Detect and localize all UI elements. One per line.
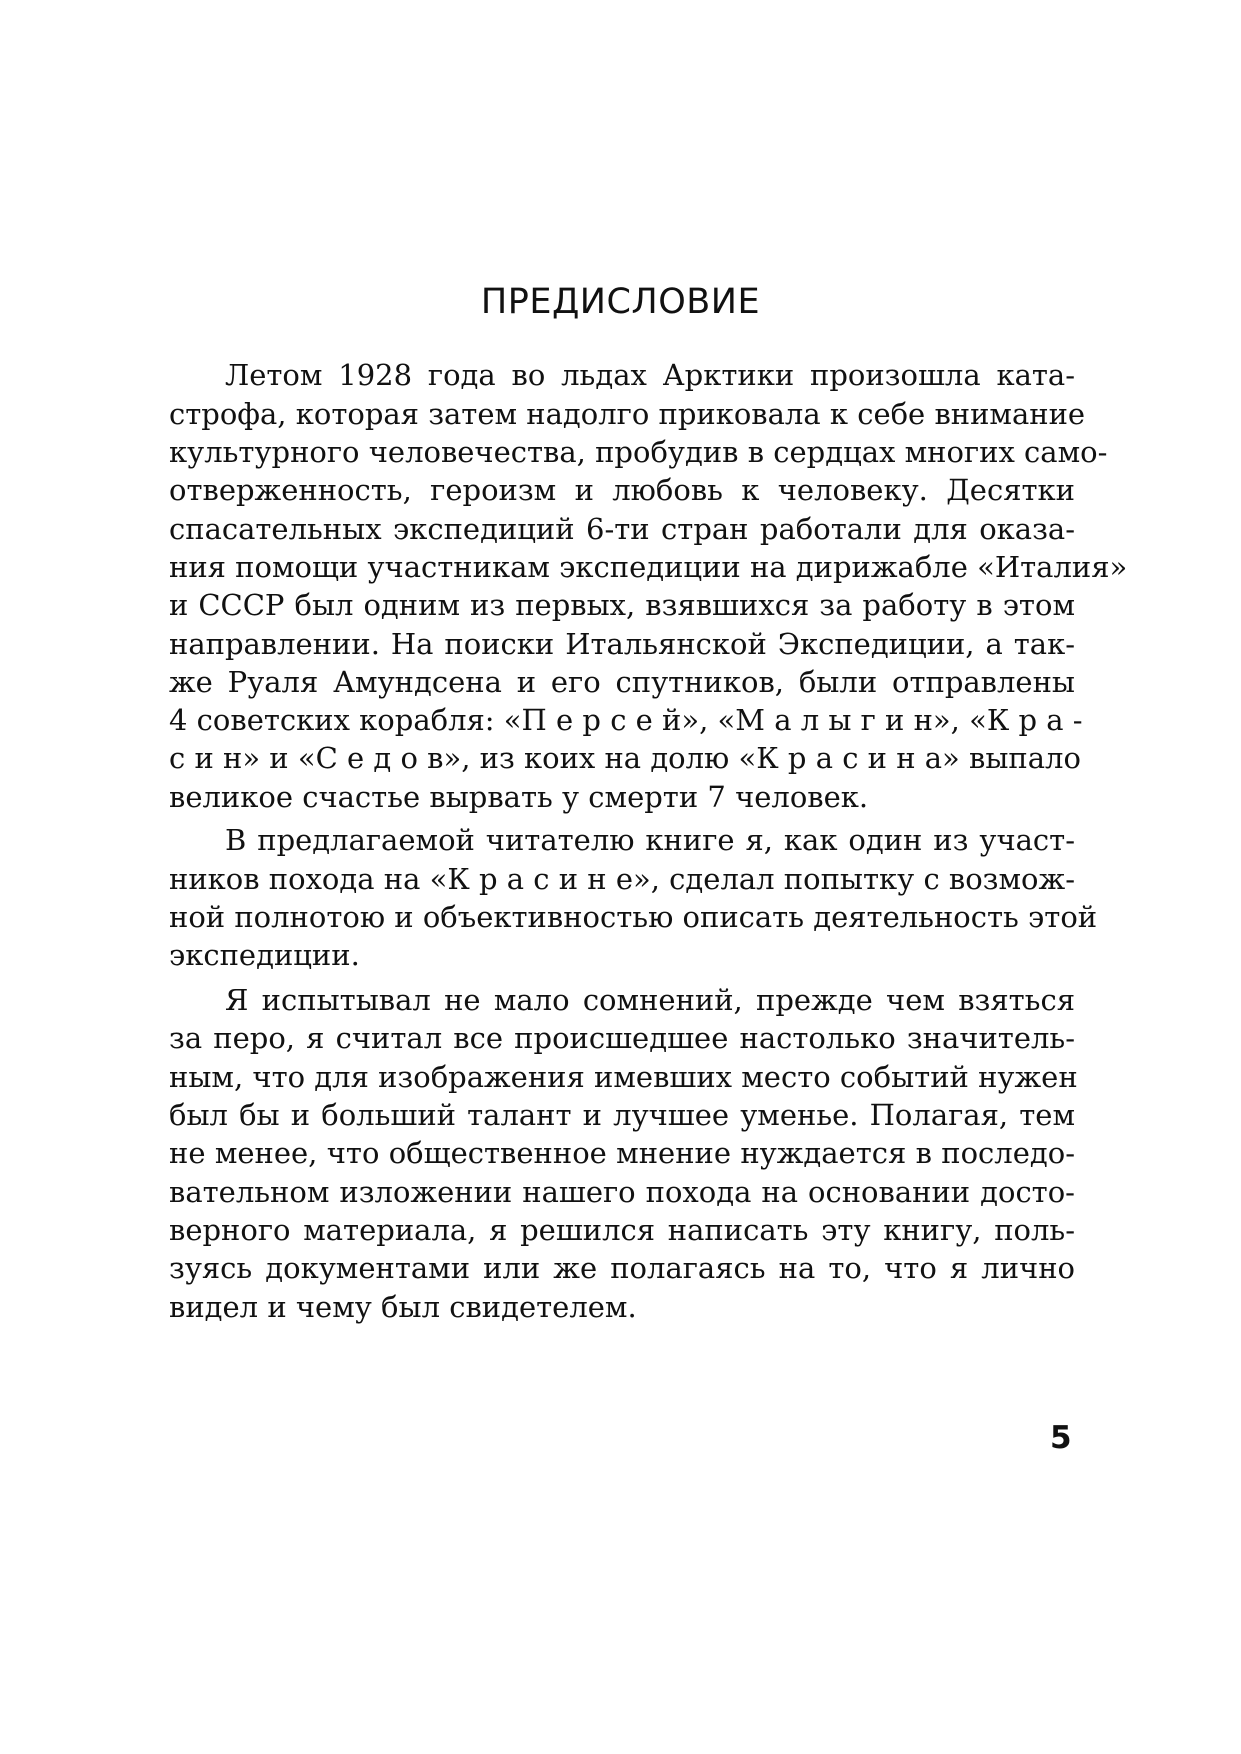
paragraph-2-line-4: экспедиции. bbox=[169, 938, 360, 972]
paragraph-1-line-4: отверженность, героизм и любовь к человеку. Десятки bbox=[169, 473, 1075, 507]
paragraph-1-line-5: спасательных экспедиций 6-ти стран работали для оказа- bbox=[169, 512, 1075, 546]
paragraph-1-line-2: строфа, которая затем надолго приковала к себе внимание bbox=[169, 397, 1086, 431]
paragraph-3-line-6: вательном изложении нашего похода на основании досто- bbox=[169, 1175, 1075, 1209]
paragraph-3-line-1: Я испытывал не мало сомнений, прежде чем взяться bbox=[225, 983, 1075, 1017]
paragraph-1-line-1: Летом 1928 года во льдах Арктики произошла ката- bbox=[225, 358, 1075, 392]
page-number: 5 bbox=[1050, 1420, 1072, 1456]
paragraph-1-line-10: 4 советских корабля: «П е р с е й», «М а л ы г и н», «К р а - bbox=[169, 703, 1083, 737]
page-title: ПРЕДИСЛОВИЕ bbox=[480, 282, 761, 322]
paragraph-2-line-1: В предлагаемой читателю книге я, как один из участ- bbox=[225, 823, 1075, 857]
paragraph-1-line-11: с и н» и «С е д о в», из коих на долю «К р а с и н а» выпало bbox=[169, 741, 1081, 775]
paragraph-1-line-7: и СССР был одним из первых, взявшихся за работу в этом bbox=[169, 588, 1075, 622]
paragraph-2-line-2: ников похода на «К р а с и н е», сделал попытку с возмож- bbox=[169, 862, 1075, 896]
paragraph-1-line-12: великое счастье вырвать у смерти 7 человек. bbox=[169, 780, 869, 814]
paragraph-1-line-3: культурного человечества, пробудив в сердцах многих само- bbox=[169, 435, 1108, 469]
paragraph-1-line-8: направлении. На поиски Итальянской Экспедиции, а так- bbox=[169, 627, 1075, 661]
paragraph-3-line-5: не менее, что общественное мнение нуждается в последо- bbox=[169, 1136, 1075, 1170]
paragraph-3-line-9: видел и чему был свидетелем. bbox=[169, 1290, 637, 1324]
paragraph-3-line-2: за перо, я считал все происшедшее настолько значитель- bbox=[169, 1021, 1075, 1055]
paragraph-3-line-8: зуясь документами или же полагаясь на то, что я лично bbox=[169, 1251, 1075, 1285]
paragraph-3-line-3: ным, что для изображения имевших место событий нужен bbox=[169, 1060, 1078, 1094]
paragraph-1-line-6: ния помощи участникам экспедиции на дирижабле «Италия» bbox=[169, 550, 1128, 584]
paragraph-3-line-7: верного материала, я решился написать эту книгу, поль- bbox=[169, 1213, 1075, 1247]
paragraph-1-line-9: же Руаля Амундсена и его спутников, были отправлены bbox=[169, 665, 1075, 699]
paragraph-3-line-4: был бы и больший талант и лучшее уменье. Полагая, тем bbox=[169, 1098, 1075, 1132]
paragraph-2-line-3: ной полнотою и объективностью описать деятельность этой bbox=[169, 900, 1098, 934]
